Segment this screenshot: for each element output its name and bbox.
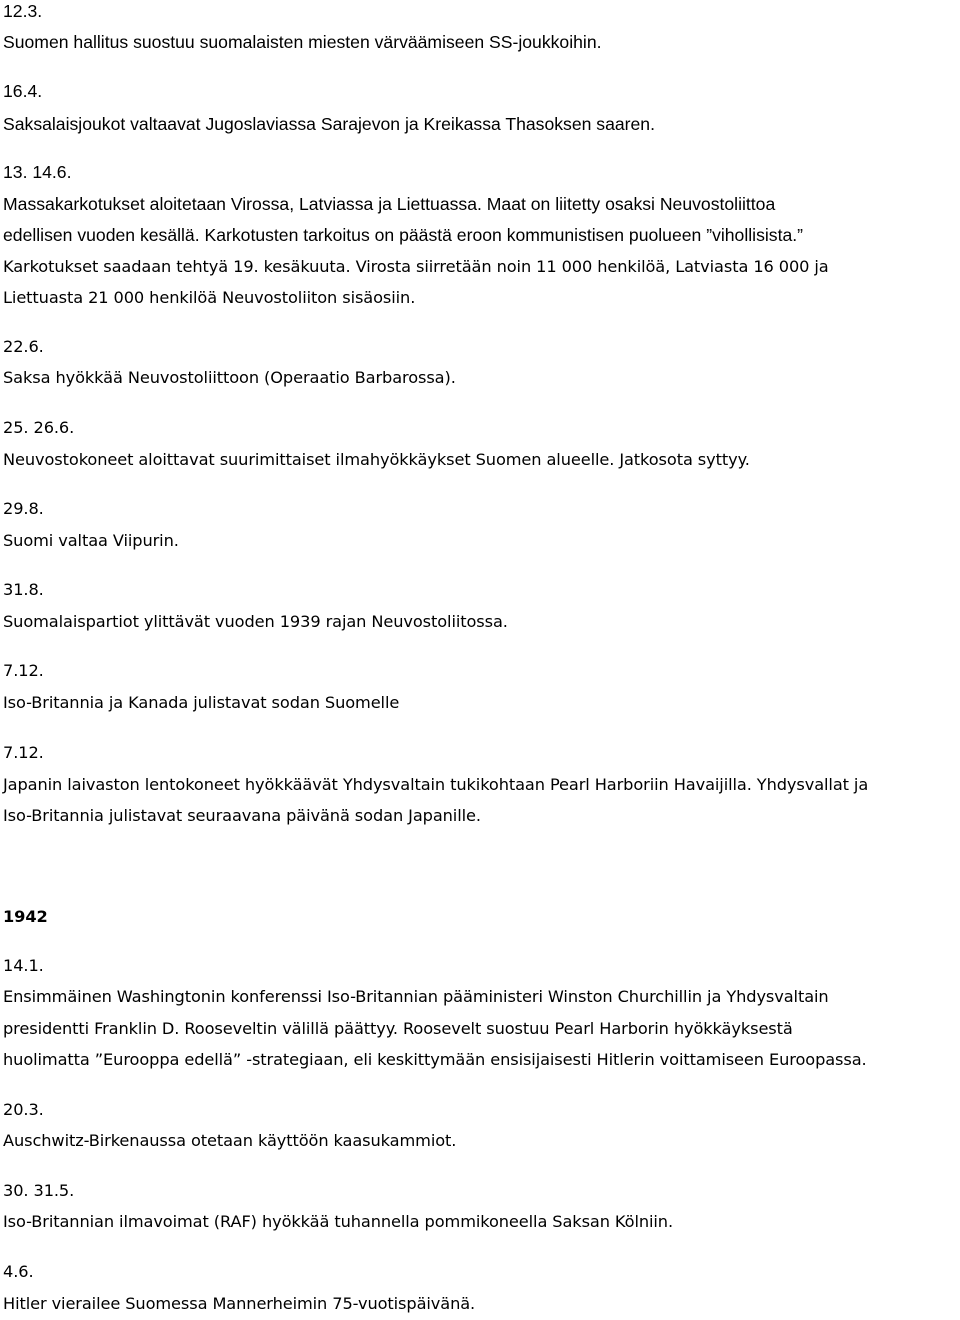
- year-heading: 1942: [3, 907, 48, 926]
- entry-date: 13. 14.6.: [3, 162, 72, 182]
- entry-text: Iso-Britannia ja Kanada julistavat sodan Suomelle: [3, 693, 400, 712]
- entry-text: Auschwitz-Birkenaussa otetaan käyttöön kaasukammiot.: [3, 1131, 457, 1150]
- entry-text: Massakarkotukset aloitetaan Virossa, Latviassa ja Liettuassa. Maat on liitetty osaksi Neuvostoliittoa: [3, 194, 776, 214]
- entry-date: 4.6.: [3, 1262, 34, 1281]
- entry-date: 29.8.: [3, 499, 44, 518]
- entry-text: Hitler vierailee Suomessa Mannerheimin 75-vuotispäivänä.: [3, 1294, 476, 1313]
- entry-text: Suomi valtaa Viipurin.: [3, 531, 179, 550]
- entry-text: huolimatta ”Eurooppa edellä” -strategiaan, eli keskittymään ensisijaisesti Hitlerin voittamiseen Euroopassa.: [3, 1050, 867, 1069]
- entry-date: 25. 26.6.: [3, 418, 75, 437]
- entry-text: Iso-Britannia julistavat seuraavana päivänä sodan Japanille.: [3, 806, 481, 825]
- entry-date: 7.12.: [3, 661, 44, 680]
- entry-date: 31.8.: [3, 580, 44, 599]
- entry-date: 7.12.: [3, 743, 44, 762]
- entry-text: Saksalaisjoukot valtaavat Jugoslaviassa Sarajevon ja Kreikassa Thasoksen saaren.: [3, 114, 655, 134]
- entry-date: 16.4.: [3, 81, 43, 101]
- entry-date: 14.1.: [3, 956, 44, 975]
- entry-text: Ensimmäinen Washingtonin konferenssi Iso-Britannian pääministeri Winston Churchillin ja Yhdysvaltain: [3, 987, 829, 1006]
- entry-text: Karkotukset saadaan tehtyä 19. kesäkuuta. Virosta siirretään noin 11 000 henkilöä, Latviasta 16 000 ja: [3, 257, 829, 276]
- entry-text: presidentti Franklin D. Rooseveltin välillä päättyy. Roosevelt suostuu Pearl Harborin hyökkäyksestä: [3, 1019, 793, 1038]
- entry-text: Saksa hyökkää Neuvostoliittoon (Operaatio Barbarossa).: [3, 368, 456, 387]
- entry-date: 12.3.: [3, 1, 43, 21]
- entry-date: 20.3.: [3, 1100, 44, 1119]
- entry-text: Liettuasta 21 000 henkilöä Neuvostoliiton sisäosiin.: [3, 288, 416, 307]
- entry-date: 30. 31.5.: [3, 1181, 75, 1200]
- entry-date: 22.6.: [3, 337, 44, 356]
- entry-text: edellisen vuoden kesällä. Karkotusten tarkoitus on päästä eroon kommunistisen puolueen ”vihollisista.”: [3, 225, 803, 245]
- entry-text: Suomalaispartiot ylittävät vuoden 1939 rajan Neuvostoliitossa.: [3, 612, 508, 631]
- entry-text: Japanin laivaston lentokoneet hyökkäävät Yhdysvaltain tukikohtaan Pearl Harboriin Havaijilla. Yhdysvallat ja: [3, 775, 869, 794]
- entry-text: Iso-Britannian ilmavoimat (RAF) hyökkää tuhannella pommikoneella Saksan Kölniin.: [3, 1212, 674, 1231]
- entry-text: Suomen hallitus suostuu suomalaisten miesten värväämiseen SS-joukkoihin.: [3, 32, 602, 52]
- entry-text: Neuvostokoneet aloittavat suurimittaiset ilmahyökkäykset Suomen alueelle. Jatkosota syttyy.: [3, 450, 750, 469]
